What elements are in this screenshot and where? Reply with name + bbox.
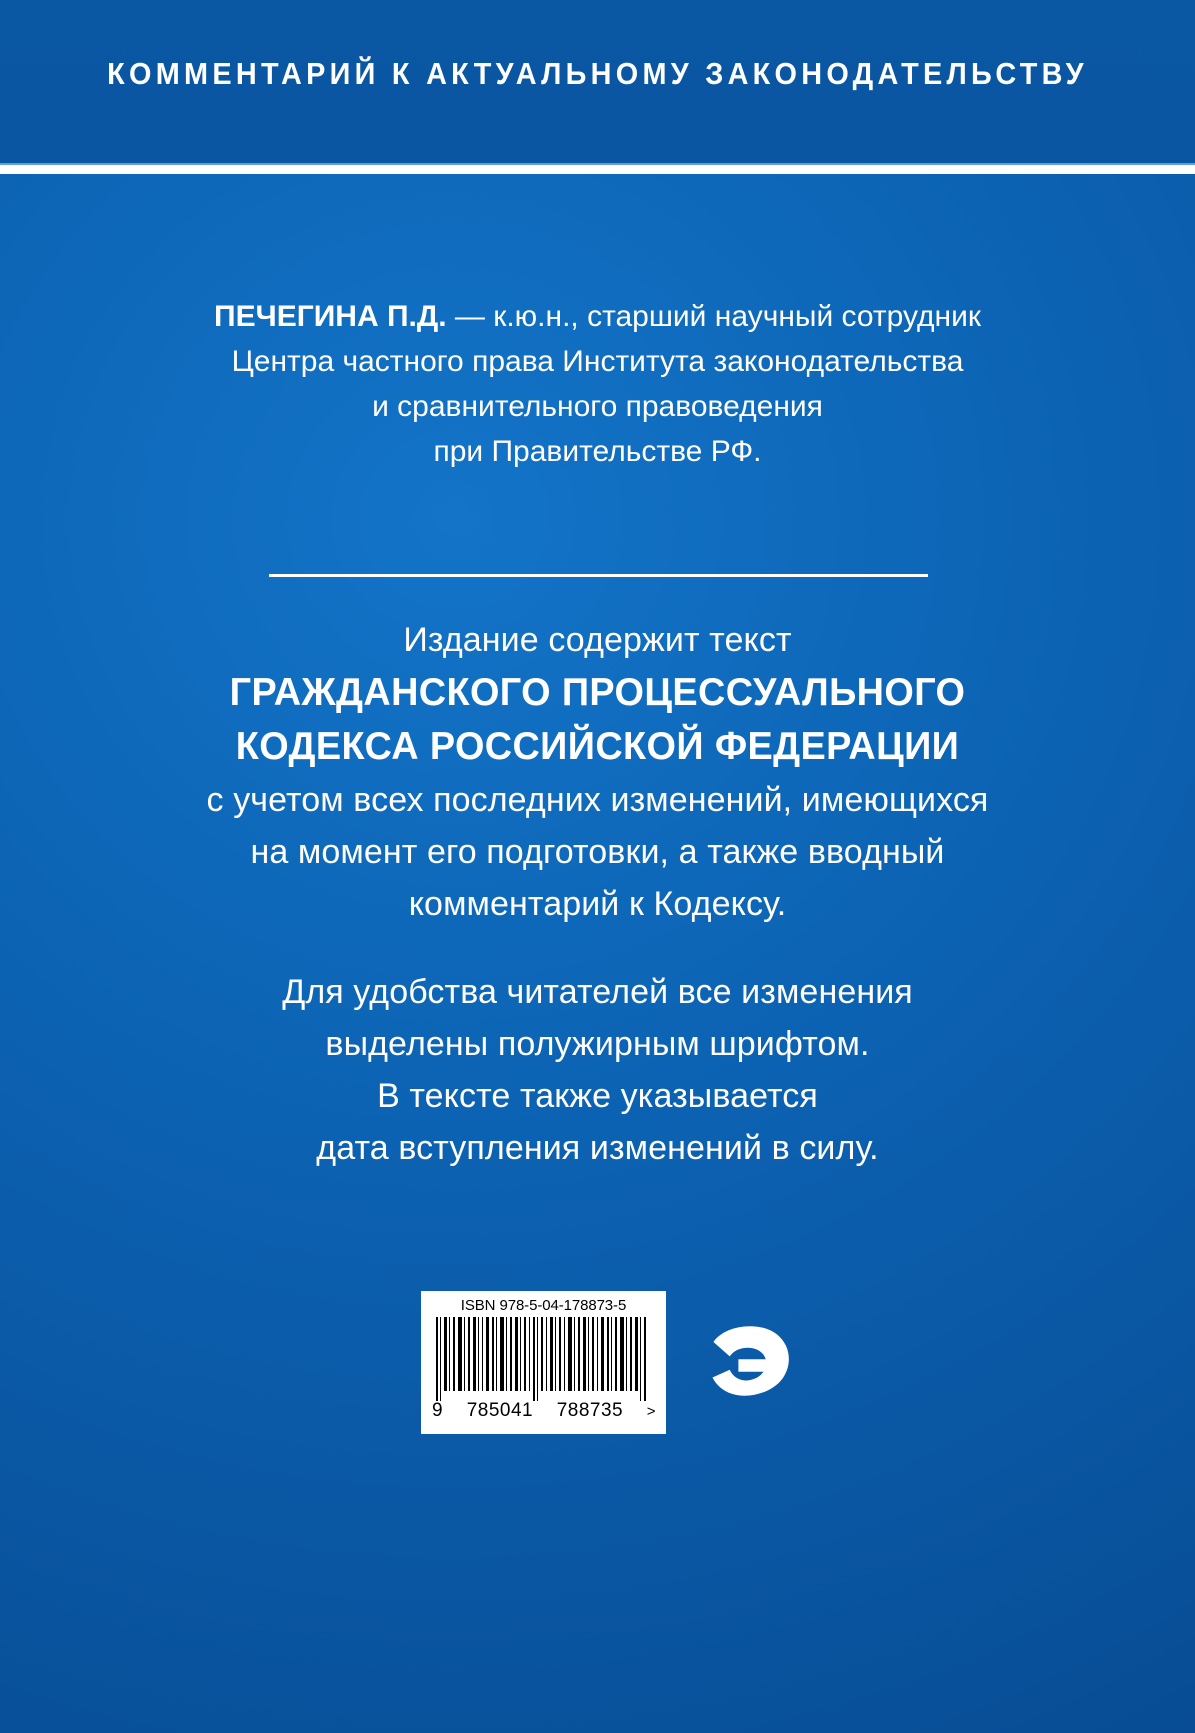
barcode-digits-right: 788735 — [556, 1400, 624, 1421]
barcode-digits-left: 785041 — [466, 1400, 534, 1421]
isbn-label: ISBN 978-5-04-178873-5 — [460, 1297, 627, 1314]
description-block — [0, 614, 1195, 1174]
paragraph-gap — [0, 930, 1195, 966]
description-line-5: Для удобства читателей все изменения — [282, 973, 913, 1011]
description-line-1: Издание содержит текст — [403, 621, 792, 659]
author-name: ПЕЧЕГИНА П.Д. — [214, 300, 447, 333]
barcode-digit-trailing: > — [646, 1403, 656, 1420]
code-title-line-2: КОДЕКСА РОССИЙСКОЙ ФЕДЕРАЦИИ — [235, 725, 960, 768]
code-title-line-1: ГРАЖДАНСКОГО ПРОЦЕССУАЛЬНОГО — [229, 671, 966, 714]
section-divider — [269, 574, 928, 577]
author-line-1 — [0, 294, 1195, 339]
author-line-2: Центра частного права Института законодательства — [231, 345, 964, 378]
banner-rule-white — [0, 165, 1195, 174]
author-line-3: и сравнительного правоведения — [372, 390, 823, 423]
barcode-digit-lead: 9 — [432, 1400, 444, 1421]
barcode-icon — [430, 1317, 657, 1401]
description-line-7: В тексте также указывается — [377, 1077, 818, 1115]
description-line-8: дата вступления изменений в силу. — [316, 1129, 879, 1167]
banner-title: КОММЕНТАРИЙ К АКТУАЛЬНОМУ ЗАКОНОДАТЕЛЬСТВУ — [107, 56, 1088, 91]
cover-body — [0, 174, 1195, 1733]
author-credentials: — к.ю.н., старший научный сотрудник — [446, 300, 981, 333]
eksmo-logo-icon — [700, 1317, 796, 1413]
barcode-block — [421, 1291, 666, 1434]
top-banner — [0, 0, 1195, 163]
description-line-4: комментарий к Кодексу. — [408, 885, 787, 923]
description-line-6: выделены полужирным шрифтом. — [325, 1025, 870, 1063]
barcode-digits — [430, 1400, 657, 1422]
author-line-4: при Правительстве РФ. — [433, 435, 762, 468]
author-block — [0, 294, 1195, 474]
description-line-2: с учетом всех последних изменений, имеющихся — [206, 781, 989, 819]
description-line-3: на момент его подготовки, а также вводный — [250, 833, 945, 871]
